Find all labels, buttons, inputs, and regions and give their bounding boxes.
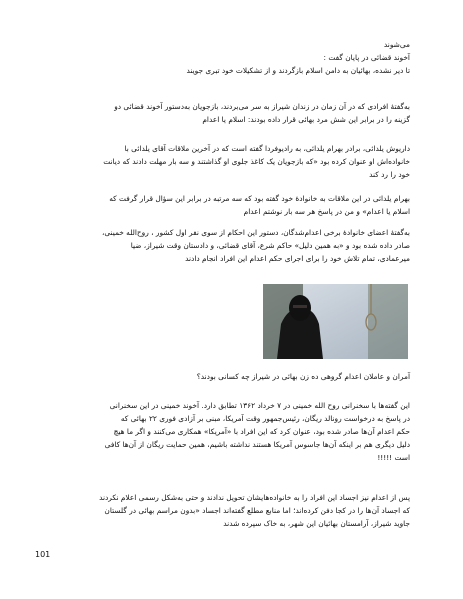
text-line: تا دیر نشده، بهائیان به دامن اسلام بازگردند و از تشکیلات خود تبری جویند bbox=[186, 66, 410, 75]
executioner-photo bbox=[263, 284, 408, 359]
paragraph-7 bbox=[62, 399, 410, 464]
paragraph-3 bbox=[62, 142, 410, 181]
text-line: جاوید شیراز، آرامستان بهائیان این شهر، به خاک سپرده شدند bbox=[223, 519, 410, 528]
text-line: که اجساد آن‌ها را در کجا دفن کرده‌اند؛ اما منابع مطلع گفته‌اند اجساد «بدون مراسم بهائی در گلستان bbox=[104, 506, 410, 515]
text-line: حکم اعدام آن‌ها صادر شده بود، عنوان کرد که این افراد با «آمریکا» همکاری می‌کنند و اگر ما هیچ bbox=[113, 427, 410, 436]
text-line: است !!!!! bbox=[377, 453, 410, 462]
text-line: بهرام یلدائی در این ملاقات به خانوادهٔ خود گفته بود که سه مرتبه در برابر این سؤال قرار گرفت که bbox=[109, 194, 410, 203]
text-line: پس از اعدام نیز اجساد این افراد را به خانواده‌هایشان تحویل ندادند و حتی به‌شکل رسمی اعلام نکردند bbox=[99, 493, 410, 502]
text-line: گزینه را در برابر این شش مرد بهائی قرار داده بودند: اسلام یا اعدام bbox=[202, 115, 410, 124]
text-line: به‌گفتهٔ اعضای خانوادهٔ برخی اعدام‌شدگان، دستور این احکام از سوی نفر اول کشور ، روح‌الله خمینی، bbox=[101, 228, 410, 237]
page-number: 101 bbox=[35, 550, 51, 559]
text-line: آمران و عاملان اعدام گروهی ده زن بهائی در شیراز چه کسانی بودند؟ bbox=[196, 372, 410, 381]
text-line: اسلام یا اعدام» و من در پاسخ هر سه بار نوشتم اعدام bbox=[243, 207, 410, 216]
executioner-photo-icon bbox=[263, 284, 408, 359]
text-line: صادر داده شده بود و «به همین دلیل» حاکم شرع، آقای قضائی، و دادستان وقت شیراز، ضیا bbox=[130, 241, 410, 250]
text-line: به‌گفتهٔ افرادی که در آن زمان در زندان شیراز به سر می‌بردند، بازجویان به‌دستور آخوند قضائی دو bbox=[114, 102, 410, 111]
paragraph-8 bbox=[62, 491, 410, 530]
paragraph-4 bbox=[62, 192, 410, 218]
text-line: داریوش یلدائی، برادر بهرام یلدائی، به رادیوفردا گفته است که در آخرین ملاقات آقای یلدائی با bbox=[124, 144, 410, 153]
text-line: این گفته‌ها با سخنرانی روح الله خمینی در ۷ خرداد ۱۳۶۲ تطابق دارد. آخوند خمینی در این سخنرانی bbox=[109, 401, 410, 410]
text-line: میرعمادی، تمام تلاش خود را برای اجرای حکم اعدام این افراد انجام دادند bbox=[185, 254, 410, 263]
paragraph-2 bbox=[62, 100, 410, 126]
text-line: در پاسخ به درخواست رونالد ریگان، رئیس‌جمهور وقت آمریکا، مبنی بر آزادی فوری ۲۲ بهائی که bbox=[120, 414, 410, 423]
text-line: آخوند قضائی در پایان گفت : bbox=[323, 53, 410, 62]
text-line: خود را رد کند bbox=[369, 170, 410, 179]
text-line: می‌شوند bbox=[383, 40, 410, 49]
paragraph-5 bbox=[62, 226, 410, 265]
paragraph-1 bbox=[62, 38, 410, 77]
text-line: دلیل دیگری هم بر اینکه آن‌ها جاسوس آمریکا هستند نداشته باشیم، همین حمایت ریگان از آن‌ها کافی bbox=[104, 440, 410, 449]
text-line: خانواده‌اش او عنوان کرده بود «که بازجویان یک کاغذ جلوی او گذاشتند و سه بار مهلت دادند که دیانت bbox=[103, 157, 410, 166]
section-heading bbox=[62, 370, 410, 383]
